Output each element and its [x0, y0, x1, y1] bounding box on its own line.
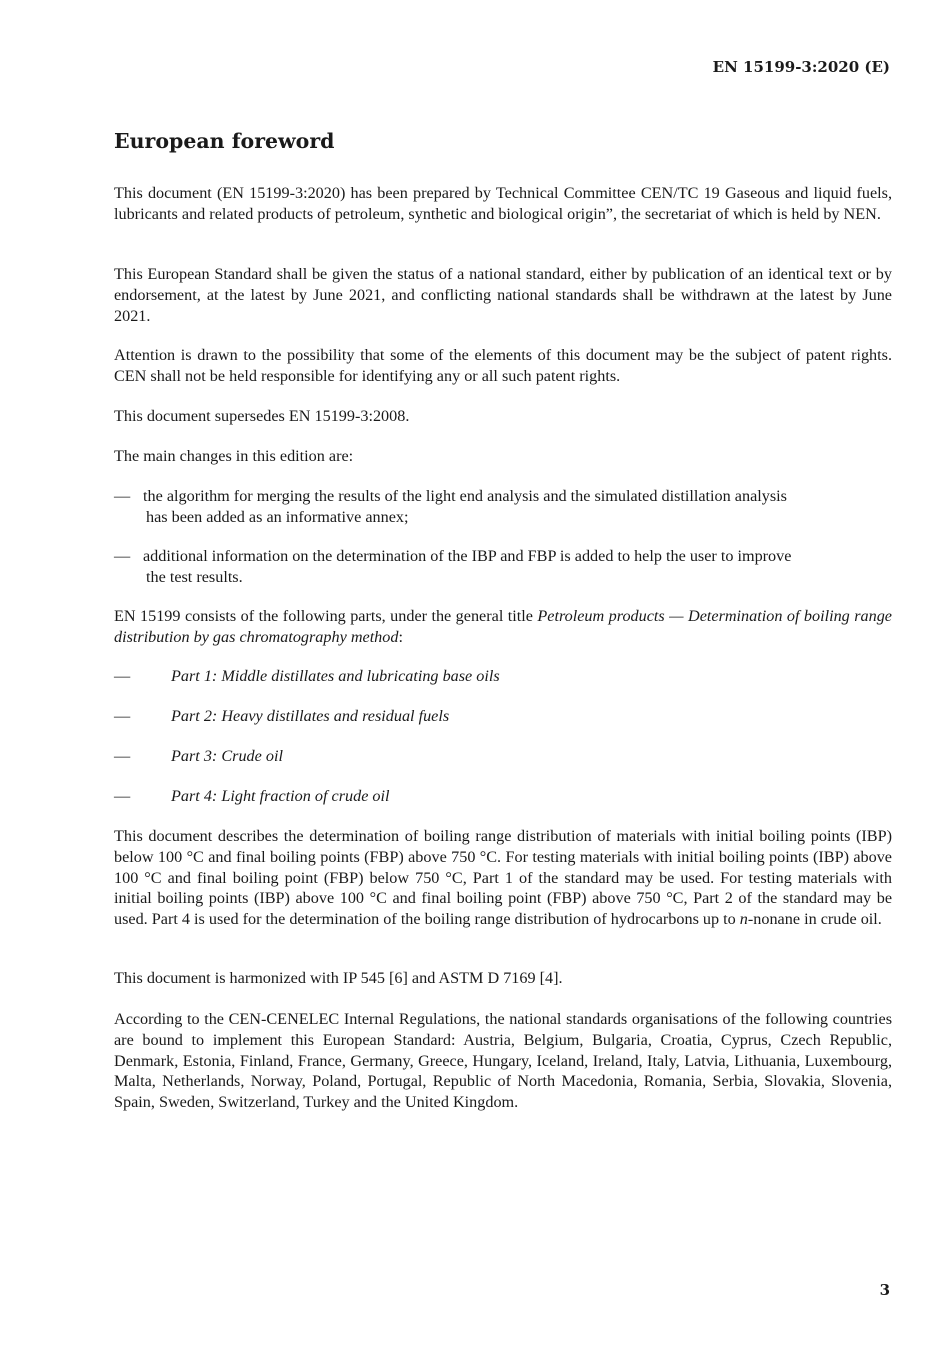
- list-dash: —: [114, 787, 131, 805]
- list-dash: —: [114, 487, 131, 505]
- paragraph-internal-regulations: According to the CEN-CENELEC Internal Regulations, the national standards organisations of the following countries are bound to implement this European Standard: Austria, Belgium, Bulgaria, Croatia, Cyprus, Czech Republic, Denmark, Estonia, Finland, France, Germany, Greece, Hungary, Iceland, Ireland, Italy, Latvia, Lithuania, Luxembourg, Malta, Netherlands, Norway, Poland, Portugal, Republic of North Macedonia, Romania, Serbia, Slovakia, Slovenia, Spain, Sweden, Switzerland, Turkey and the United Kingdom.: [114, 1010, 892, 1112]
- paragraph-harmonized: This document is harmonized with IP 545 [6] and ASTM D 7169 [4].: [114, 969, 563, 987]
- paragraph-prepared-by: This document (EN 15199-3:2020) has been prepared by Technical Committee CEN/TC 19 Gaseous and liquid fuels, lubricants and related products of petroleum, synthetic and biological origin”, the secretariat of which is held by NEN.: [114, 184, 892, 223]
- list-item: [114, 786, 892, 807]
- list-item-text: [143, 546, 892, 588]
- list-item-line: additional information on the determination of the IBP and FBP is added to help the user to improve: [143, 547, 792, 565]
- scope-text-end: -nonane in crude oil.: [747, 910, 882, 929]
- general-title: Petroleum products — Determination of boiling range distribution by gas chromatography method: [114, 607, 892, 646]
- paragraph-patent-rights: Attention is drawn to the possibility that some of the elements of this document may be the subject of patent rights. CEN shall not be held responsible for identifying any or all such patent rights.: [114, 346, 892, 385]
- document-identifier: EN 15199-3:2020 (E): [712, 58, 890, 76]
- page-number: 3: [879, 1281, 890, 1299]
- part-4-title: Part 4: Light fraction of crude oil: [171, 787, 390, 805]
- paragraph-main-changes-intro: The main changes in this edition are:: [114, 447, 354, 465]
- list-dash: —: [114, 547, 131, 565]
- list-item: [114, 546, 892, 588]
- part-2-title: Part 2: Heavy distillates and residual fuels: [171, 707, 450, 725]
- paragraph-supersedes: This document supersedes EN 15199-3:2008.: [114, 407, 410, 425]
- list-dash: —: [114, 667, 131, 685]
- paragraph-parts-intro: [114, 606, 892, 648]
- list-item: [114, 706, 892, 727]
- scope-text: This document describes the determination of boiling range distribution of materials with initial boiling points (IBP) below 100 °C and final boiling points (FBP) above 750 °C. For testing materials with initial boiling points (IBP) above 100 °C and final boiling point (FBP) below 750 °C, Part 1 of the standard may be used. For testing materials with initial boiling points (IBP) above 100 °C and final boiling point (FBP) above 750 °C, Part 2 of the standard may be used. Part 4 is used for the determination of the boiling range distribution of hydrocarbons up to: [114, 827, 892, 929]
- parts-intro-colon: :: [398, 627, 403, 646]
- list-dash: —: [114, 747, 131, 765]
- list-item: [114, 486, 892, 528]
- part-1-title: Part 1: Middle distillates and lubricating base oils: [171, 667, 500, 685]
- list-item-text: [143, 486, 892, 528]
- list-item: [114, 746, 892, 767]
- parts-intro-text: EN 15199 consists of the following parts, under the general title: [114, 607, 538, 625]
- list-item-line: the test results.: [146, 567, 243, 586]
- section-title: European foreword: [114, 129, 335, 153]
- part-3-title: Part 3: Crude oil: [171, 747, 283, 765]
- paragraph-national-status: This European Standard shall be given the status of a national standard, either by publication of an identical text or by endorsement, at the latest by June 2021, and conflicting national standards shall be withdrawn at the latest by June 2021.: [114, 265, 892, 325]
- list-item: [114, 666, 892, 687]
- list-dash: —: [114, 707, 131, 725]
- list-item-line: has been added as an informative annex;: [146, 507, 409, 526]
- scope-italic-n: n: [739, 910, 748, 929]
- list-item-line: the algorithm for merging the results of the light end analysis and the simulated distillation analysis: [143, 487, 787, 505]
- paragraph-scope: [114, 826, 892, 930]
